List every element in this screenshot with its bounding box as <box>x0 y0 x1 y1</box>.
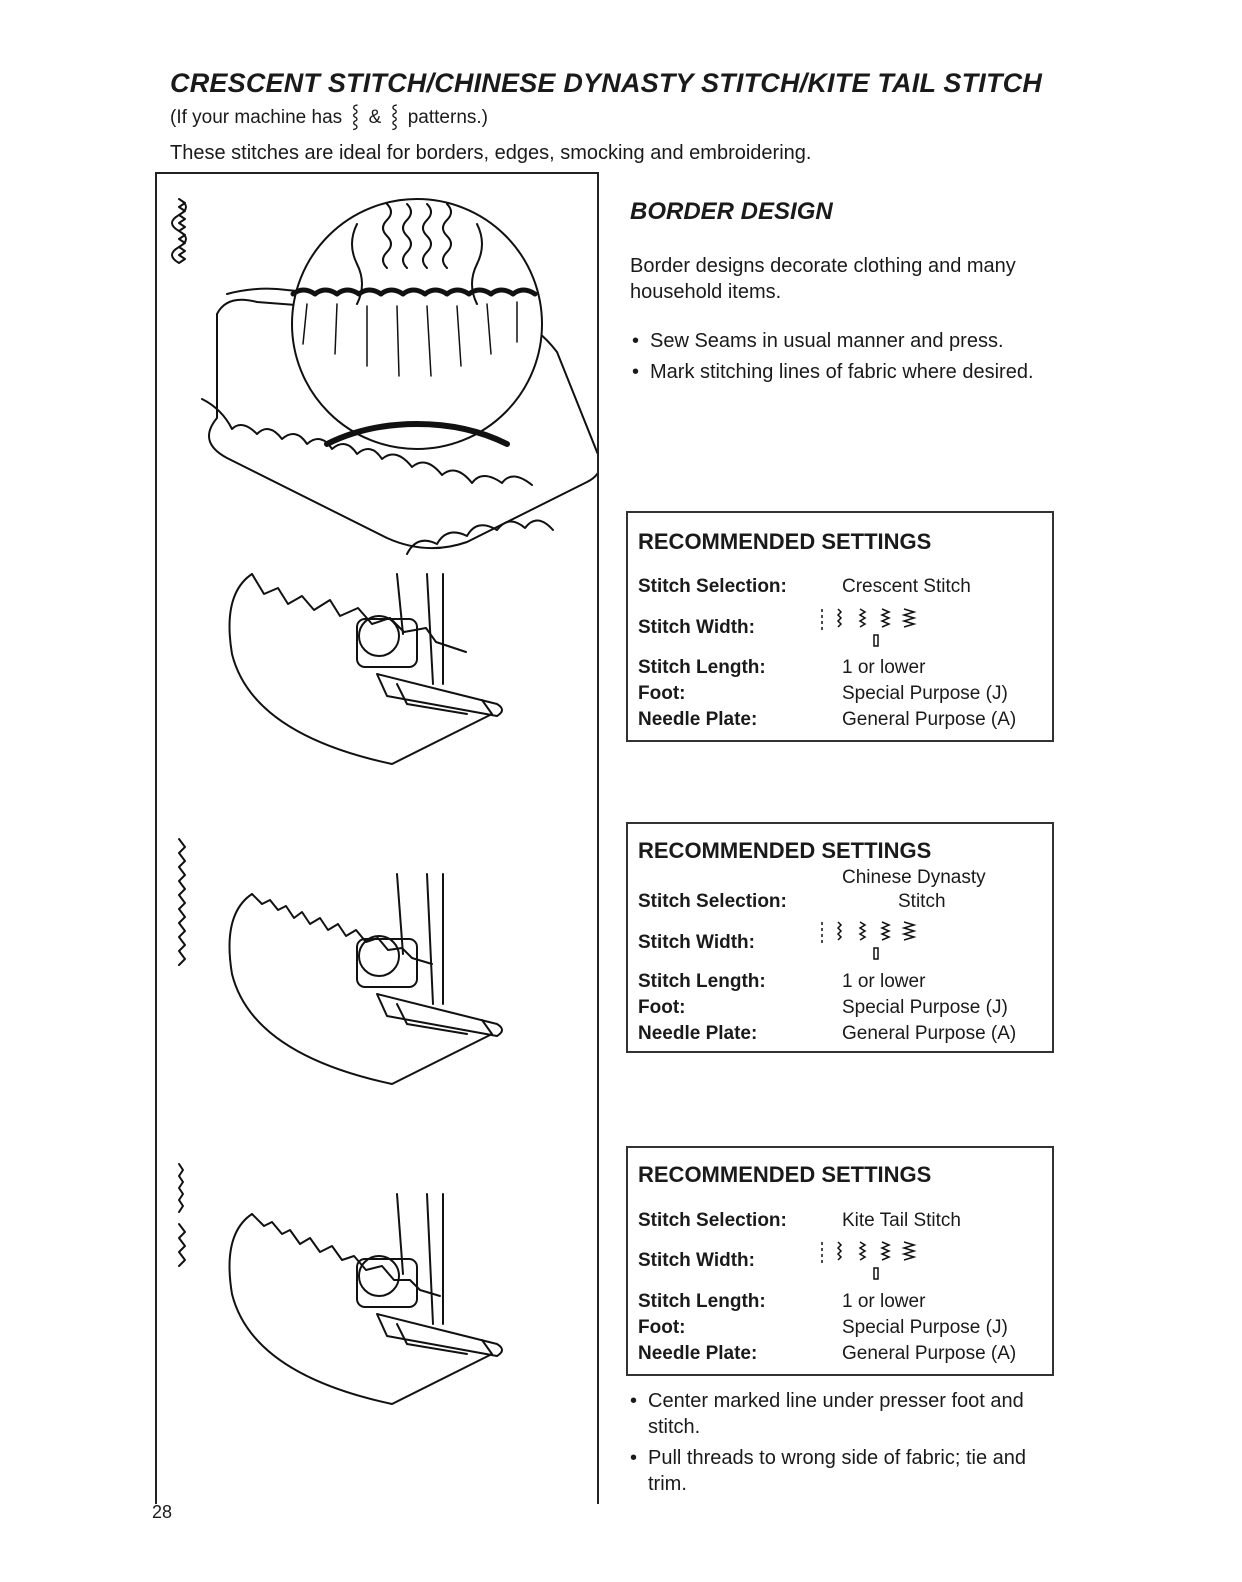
subtitle-prefix: (If your machine has <box>170 107 343 128</box>
stitch-selection-label: Stitch Selection: <box>638 576 787 597</box>
stitch-length-value: 1 or lower <box>842 971 926 992</box>
stitch-width-label: Stitch Width: <box>638 932 755 953</box>
stitch-selection-label: Stitch Selection: <box>638 1210 787 1231</box>
stitch-length-label: Stitch Length: <box>638 971 766 992</box>
stitch-width-label: Stitch Width: <box>638 1250 755 1271</box>
settings-heading: RECOMMENDED SETTINGS <box>638 529 932 554</box>
intro-text: These stitches are ideal for borders, edges, smocking and embroidering. <box>170 142 812 164</box>
page-number: 28 <box>152 1502 173 1522</box>
stitch-selection-value: Crescent Stitch <box>842 576 971 597</box>
foot-value: Special Purpose (J) <box>842 1317 1008 1338</box>
settings-heading: RECOMMENDED SETTINGS <box>638 1162 932 1187</box>
foot-label: Foot: <box>638 997 686 1018</box>
final-steps <box>628 1388 1060 1502</box>
presser-foot-illustration-3 <box>230 1194 503 1404</box>
dynasty-sample-icon <box>179 839 185 965</box>
settings-box-kite-tail <box>626 1146 1054 1376</box>
page-title: CRESCENT STITCH/CHINESE DYNASTY STITCH/KITE TAIL STITCH <box>170 68 1043 98</box>
foot-value: Special Purpose (J) <box>842 683 1008 704</box>
needle-plate-value: General Purpose (A) <box>842 1023 1017 1044</box>
kite-pattern-icon: ⸾ <box>390 103 399 128</box>
list-item: • Sew Seams in usual manner and press. <box>630 328 1060 354</box>
stitch-width-scale-icon <box>818 1238 948 1282</box>
list-item: • Pull threads to wrong side of fabric; tie and trim. <box>628 1445 1060 1497</box>
stitch-width-label: Stitch Width: <box>638 617 755 638</box>
stitch-selection-label: Stitch Selection: <box>638 891 787 912</box>
magnifier-circle <box>292 199 542 449</box>
foot-label: Foot: <box>638 1317 686 1338</box>
foot-label: Foot: <box>638 683 686 704</box>
border-design-heading: BORDER DESIGN <box>630 198 833 225</box>
subtitle-suffix: patterns.) <box>407 107 488 128</box>
settings-box-chinese-dynasty <box>626 822 1054 1053</box>
stitch-length-label: Stitch Length: <box>638 1291 766 1312</box>
settings-box-crescent <box>626 511 1054 742</box>
stitch-length-label: Stitch Length: <box>638 657 766 678</box>
foot-value: Special Purpose (J) <box>842 997 1008 1018</box>
list-item: • Center marked line under presser foot and stitch. <box>628 1388 1060 1440</box>
settings-heading: RECOMMENDED SETTINGS <box>638 838 932 863</box>
border-design-description: Border designs decorate clothing and many household items. <box>630 255 1016 303</box>
needle-plate-value: General Purpose (A) <box>842 1343 1017 1364</box>
crescent-pattern-icon: ⸾ <box>351 103 360 128</box>
list-item: • Mark stitching lines of fabric where desired. <box>630 359 1060 385</box>
stitch-length-value: 1 or lower <box>842 657 926 678</box>
stitch-width-scale-icon <box>818 605 948 649</box>
kite-tail-sample-icon <box>179 1164 185 1266</box>
needle-plate-label: Needle Plate: <box>638 1023 758 1044</box>
presser-foot-illustration-1 <box>230 574 503 764</box>
illustration-panel <box>155 172 599 1504</box>
stitch-width-scale-icon <box>818 918 948 962</box>
stitch-selection-value-line2: Stitch <box>898 891 946 912</box>
page-subtitle <box>170 100 488 130</box>
stitch-selection-value-line1: Chinese Dynasty <box>842 867 986 888</box>
subtitle-amp: & <box>368 107 382 128</box>
stitch-selection-value: Kite Tail Stitch <box>842 1210 961 1231</box>
border-design-steps <box>630 328 1060 390</box>
needle-plate-label: Needle Plate: <box>638 709 758 730</box>
crescent-sample-icon <box>172 199 186 263</box>
needle-plate-label: Needle Plate: <box>638 1343 758 1364</box>
stitch-length-value: 1 or lower <box>842 1291 926 1312</box>
illustrations <box>157 174 597 1504</box>
needle-plate-value: General Purpose (A) <box>842 709 1017 730</box>
presser-foot-illustration-2 <box>230 874 503 1084</box>
